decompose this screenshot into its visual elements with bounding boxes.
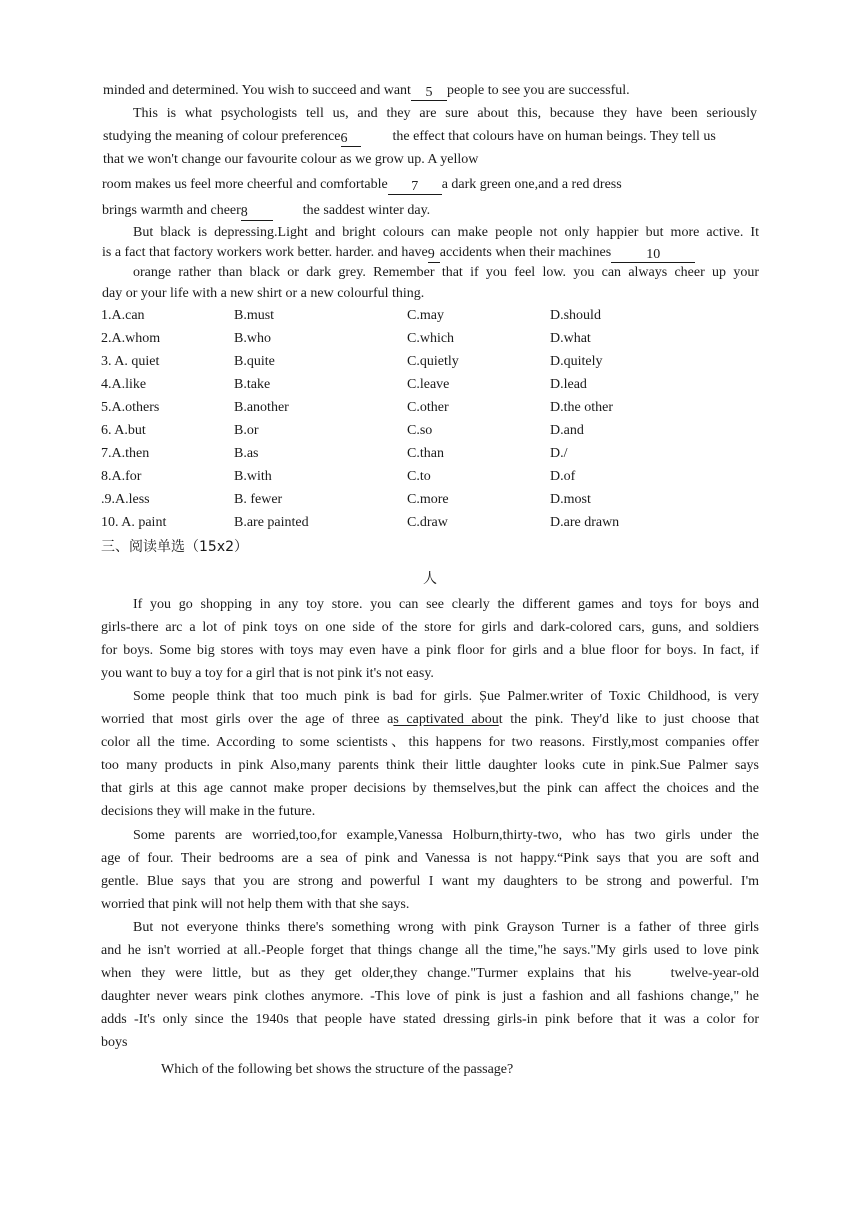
question-text: Which of the following bet shows the structure of the passage? — [161, 1062, 514, 1077]
option-5a: 5.A.others — [101, 400, 160, 415]
reading-p3-line-4: worried that pink will not help them with that she says. — [101, 897, 410, 912]
option-9c: C.more — [407, 492, 449, 507]
option-1a: 1.A.can — [101, 308, 145, 323]
option-1d: D.should — [550, 308, 601, 323]
option-1b: B.must — [234, 308, 275, 323]
cloze-line-2: This is what psychologists tell us, and they are sure about this, because they have been seriously — [133, 106, 757, 121]
reading-p4-line-5: adds -It's only since the 1940s that people have stated dressing girls-in pink before that it was a color for — [101, 1012, 759, 1027]
option-10c: C.draw — [407, 515, 448, 530]
cloze-line-10: day or your life with a new shirt or a new colourful thing. — [102, 286, 425, 301]
option-9b: B. fewer — [234, 492, 283, 507]
option-8a: 8.A.for — [101, 469, 142, 484]
option-10b: B.are painted — [234, 515, 309, 530]
option-8b: B.with — [234, 469, 272, 484]
blank-6: 6 — [341, 132, 361, 147]
option-6a: 6. A.but — [101, 423, 146, 438]
blank-9: 9 — [428, 248, 440, 263]
reading-p4-line-2: and he isn't worried at all.-People forget that things change all the time,"he says."My girls used to love pink — [101, 943, 759, 958]
underlined-phrase: s captivated abou — [393, 712, 499, 727]
reading-p1-line-3: for boys. Some big stores with toys may even have a pink floor for girls and a blue floor for boys. In fact, if — [101, 643, 759, 658]
reading-p1-line-1: If you go shopping in any toy store. you can see clearly the different games and toys for boys and — [133, 597, 759, 612]
option-2a: 2.A.whom — [101, 331, 161, 346]
passage-letter: 人 — [423, 571, 437, 587]
option-7c: C.than — [407, 446, 444, 461]
reading-p2-line-5: that girls at this age cannot make proper decisions by themselves,but the pink can affect the choices and the — [101, 781, 759, 796]
reading-p1-line-4: you want to buy a toy for a girl that is not pink it's not easy. — [101, 666, 434, 681]
option-4a: 4.A.like — [101, 377, 147, 392]
option-9d: D.most — [550, 492, 591, 507]
option-10a: 10. A. paint — [101, 515, 167, 530]
option-3a: 3. A. quiet — [101, 354, 160, 369]
reading-p2-line-4: too many products in pink Also,many parents think their little daughter looks cute in pink.Sue Palmer says — [101, 758, 759, 773]
option-7a: 7.A.then — [101, 446, 150, 461]
reading-p4-line-1: But not everyone thinks there's something wrong with pink Grayson Turner is a father of three girls — [133, 920, 759, 935]
option-6c: C.so — [407, 423, 433, 438]
cloze-line-8: is a fact that factory workers work better. harder. and have9 accidents when their machines 10 — [102, 244, 695, 263]
reading-p3-line-1: Some parents are worried,too,for example,Vanessa Holburn,thirty-two, who has two girls under the — [133, 828, 759, 843]
option-4b: B.take — [234, 377, 271, 392]
blank-5: 5 — [411, 86, 447, 101]
cloze-line-7: But black is depressing.Light and bright colours can make people not only happier but more active. It — [133, 225, 759, 240]
section-heading: 三、阅读单选（15x2） — [101, 539, 249, 555]
cloze-line-6: brings warmth and cheer8 the saddest winter day. — [102, 203, 431, 220]
reading-p1-line-2: girls-there arc a lot of pink toys on one side of the store for girls and dark-colored cars, guns, and soldiers — [101, 620, 759, 635]
option-2d: D.what — [550, 331, 591, 346]
reading-p2-line-1: Some people think that too much pink is bad for girls. Șue Palmer.writer of Toxic Childhood, is very — [133, 689, 759, 704]
blank-8: 8 — [241, 206, 273, 221]
blank-7: 7 — [388, 180, 442, 195]
cloze-line-5: room makes us feel more cheerful and comfortable 7 a dark green one,and a red dress — [102, 177, 622, 194]
reading-p2-line-6: decisions they will make in the future. — [101, 804, 316, 819]
option-3b: B.quite — [234, 354, 275, 369]
option-1c: C.may — [407, 308, 444, 323]
option-7d: D./ — [550, 446, 568, 461]
blank-10: 10 — [611, 248, 695, 263]
option-5b: B.another — [234, 400, 289, 415]
option-9a: .9.A.less — [101, 492, 150, 507]
cloze-line-3: studying the meaning of colour preference6 the effect that colours have on human beings. They tell us — [103, 129, 716, 146]
option-7b: B.as — [234, 446, 259, 461]
reading-p4-line-6: boys — [101, 1035, 128, 1050]
option-3c: C.quietly — [407, 354, 459, 369]
cloze-line-4: that we won't change our favourite colour as we grow up. A yellow — [103, 152, 479, 167]
reading-p4-line-3: when they were little, but as they get older,they change."Turmer explains that his twelve-year-old — [101, 966, 759, 981]
cloze-line-1: minded and determined. You wish to succeed and want 5 people to see you are successful. — [103, 83, 630, 100]
cloze-line-9: orange rather than black or dark grey. Remember that if you feel low. you can always cheer up your — [133, 265, 759, 280]
option-6b: B.or — [234, 423, 259, 438]
option-10d: D.are drawn — [550, 515, 620, 530]
option-4d: D.lead — [550, 377, 587, 392]
option-2b: B.who — [234, 331, 271, 346]
reading-p4-line-4: daughter never wears pink clothes anymore. -This love of pink is just a fashion and all fashions change," he — [101, 989, 759, 1004]
option-5d: D.the other — [550, 400, 613, 415]
option-8c: C.to — [407, 469, 431, 484]
reading-p2-line-2: worried that most girls over the age of three as captivated about the pink. They'd like to just choose that — [101, 712, 759, 727]
option-3d: D.quitely — [550, 354, 603, 369]
reading-p3-line-2: age of four. Their bedrooms are a sea of pink and Vanessa is not happy.“Pink says that you are soft and — [101, 851, 759, 866]
option-4c: C.leave — [407, 377, 450, 392]
option-8d: D.of — [550, 469, 576, 484]
reading-p2-line-3: color all the time. According to some scientists、this happens for two reasons. Firstly,most companies offer — [101, 735, 759, 750]
option-6d: D.and — [550, 423, 584, 438]
option-2c: C.which — [407, 331, 455, 346]
option-5c: C.other — [407, 400, 449, 415]
reading-p3-line-3: gentle. Blue says that you are strong and powerful I want my daughters to be strong and powerful. I'm — [101, 874, 759, 889]
